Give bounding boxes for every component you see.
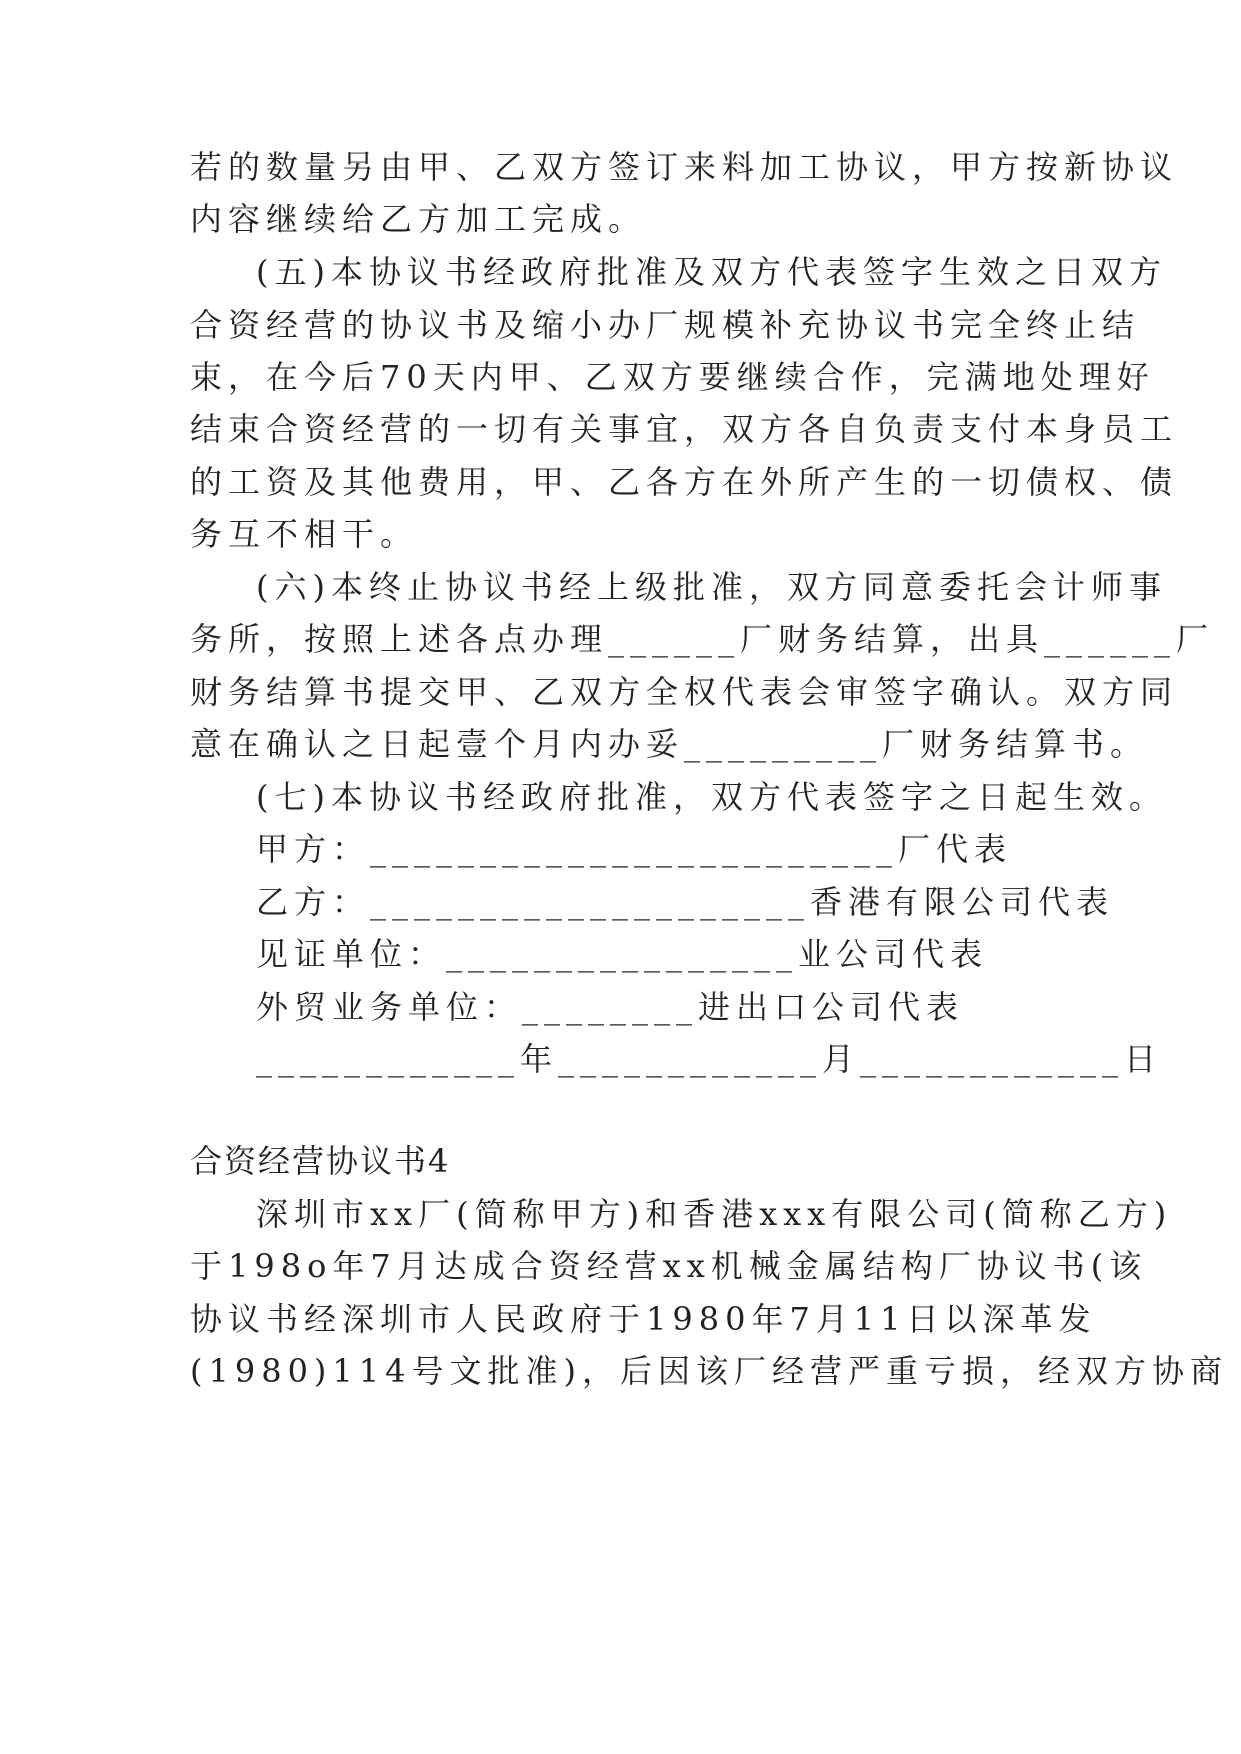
paragraph-line: 务所，按照上述各点办理______厂财务结算，出具______厂 [190, 620, 1215, 658]
date-line: ____________年____________月____________日 [256, 1040, 1163, 1078]
paragraph-line: 结束合资经营的一切有关事宜，双方各自负责支付本身员工 [190, 410, 1179, 448]
paragraph-line: 的工资及其他费用，甲、乙各方在外所产生的一切债权、债 [190, 463, 1179, 501]
witness-signature-line: 见证单位：________________业公司代表 [256, 935, 989, 973]
paragraph-line: 协议书经深圳市人民政府于1980年7月11日以深革发 [190, 1300, 1097, 1338]
trade-unit-signature-line: 外贸业务单位：________进出口公司代表 [256, 988, 965, 1026]
party-a-signature-line: 甲方：________________________厂代表 [256, 830, 1013, 868]
paragraph-line: 务互不相干。 [190, 515, 419, 553]
paragraph-line: 束，在今后70天内甲、乙双方要继续合作，完满地处理好 [190, 358, 1155, 396]
section-heading: 合资经营协议书4 [190, 1142, 451, 1180]
clause-six-line: (六)本终止协议书经上级批准，双方同意委托会计师事 [256, 568, 1167, 606]
paragraph-line: 合资经营的协议书及缩小办厂规模补充协议书完全终止结 [190, 306, 1141, 344]
paragraph-line: (1980)114号文批准)，后因该厂经营严重亏损，经双方协商 [190, 1352, 1228, 1390]
paragraph-line: 于198o年7月达成合资经营xx机械金属结构厂协议书(该 [190, 1247, 1148, 1285]
clause-seven-line: (七)本协议书经政府批准，双方代表签字之日起生效。 [256, 778, 1167, 816]
paragraph-line: 若的数量另由甲、乙双方签订来料加工协议，甲方按新协议 [190, 148, 1179, 186]
party-b-signature-line: 乙方：____________________香港有限公司代表 [256, 883, 1115, 921]
paragraph-line: 意在确认之日起壹个月内办妥_________厂财务结算书。 [190, 725, 1149, 763]
clause-five-line: (五)本协议书经政府批准及双方代表签字生效之日双方 [256, 253, 1167, 291]
paragraph-line: 财务结算书提交甲、乙双方全权代表会审签字确认。双方同 [190, 673, 1179, 711]
paragraph-line: 内容继续给乙方加工完成。 [190, 200, 647, 238]
paragraph-line: 深圳市xx厂(简称甲方)和香港xxx有限公司(简称乙方) [256, 1195, 1173, 1233]
